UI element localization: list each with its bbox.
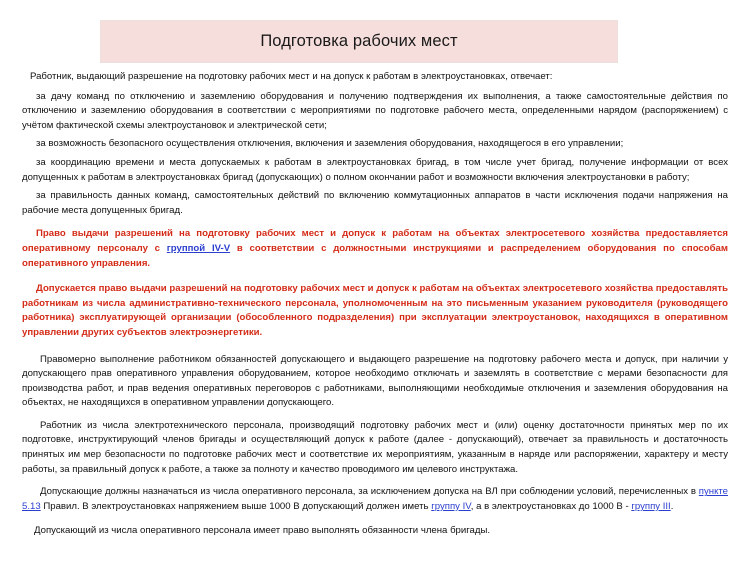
highlighted-note-2: Допускается право выдачи разрешений на подготовку рабочих мест и допуск к работам на объектах электросетевого хозяйства предоставлять работникам из числа административно-технического персонала, уполномоченным на это письменным указанием руководителя (руководящего работника) эксплуатирующей организации (обособленного подразделения) при эксплуатации электроустановок, находящихся в оперативном управлении других субъектов электроэнергетики. [22,283,728,338]
highlighted-note-1 [22,227,728,271]
page-title: Подготовка рабочих мест [260,32,458,50]
body-paragraph-1: Правомерно выполнение работником обязанностей допускающего и выдающего разрешение на подготовку рабочего места и допуск, при наличии у допускающего прав оперативного управления оборудованием, которое необходимо отключать и заземлять в соответствие с мерами безопасности для производства работ, и прав ведения оперативных переговоров с работниками, выполняющими необходимые отключения и заземления оборудования на объектах, не находящихся в оперативном управлении допускающего. [22,353,728,409]
document-body [22,70,728,539]
body-paragraph-3-part3: , а в электроустановках до 1000 В - [470,500,632,512]
highlighted-note-1-text-part2: в соответствии с должностными инструкциями и распределением оборудования по способам оперативного управления. [22,242,728,269]
highlighted-note-1-text-part1: Право выдачи разрешений на подготовку рабочих мест и допуск к работам на объектах электросетевого хозяйства предоставляется оперативному персоналу с [22,228,728,254]
final-paragraph: Допускающий из числа оперативного персонала имеет право выполнять обязанности члена бригады. [34,525,491,537]
responsibility-item: за координацию времени и места допускаемых к работам в электроустановках бригад, в том числе учет бригад, получение информации от всех допущенных к работам в электроустановках бригад (допускающих) о полном окончании работ и возможности включения электроустановки в работу; [22,156,728,183]
link-gruppu-iii[interactable]: группу III [631,500,671,512]
body-paragraph-3 [22,485,728,514]
body-paragraph-3-part2: Правил. В электроустановках напряжением выше 1000 В допускающий должен иметь [40,500,432,512]
responsibility-item: за дачу команд по отключению и заземлению оборудования и получению подтверждения их выполнения, а также самостоятельные действия по отключению и заземлению оборудования в соответствии с мероприятиями по подготовке рабочего места, определенными нарядом (распоряжением) с учётом фактической схемы электроустановок и электрической сети; [22,90,728,131]
body-paragraph-2: Работник из числа электротехнического персонала, производящий подготовку рабочих мест и (или) оценку достаточности принятых мер по их подготовке, инструктирующий членов бригады и осуществляющий допуск к работе (далее - допускающий), отвечает за правильность и достаточность принятых им мер безопасности по подготовке рабочих мест и соответствие их мероприятиям, указанным в наряде или распоряжении, характеру и месту работы, за правильный допуск к работе, а также за полноту и качество проводимого им целевого инструктажа. [22,419,728,475]
body-paragraph-3-part4: . [670,500,674,512]
responsibility-item: за возможность безопасного осуществления отключения, включения и заземления оборудования, находящегося в его управлении; [36,138,624,150]
lead-paragraph: Работник, выдающий разрешение на подготовку рабочих мест и на допуск к работам в электроустановках, отвечает: [30,71,553,82]
responsibility-item: за правильность данных команд, самостоятельных действий по включению коммутационных аппаратов в части исключения подачи напряжения на рабочие места допущенных бригад. [22,190,728,216]
link-gruppoy-iv-v[interactable]: группой IV-V [166,242,231,254]
link-gruppu-iv[interactable]: группу IV [431,500,471,512]
document-title-banner [100,20,618,63]
body-paragraph-3-part1: Допускающие должны назначаться из числа оперативного персонала, за исключением допуска на ВЛ при соблюдении условий, перечисленных в [40,486,699,498]
link-punkt-5-13[interactable]: пункте 5.13 [22,486,728,512]
